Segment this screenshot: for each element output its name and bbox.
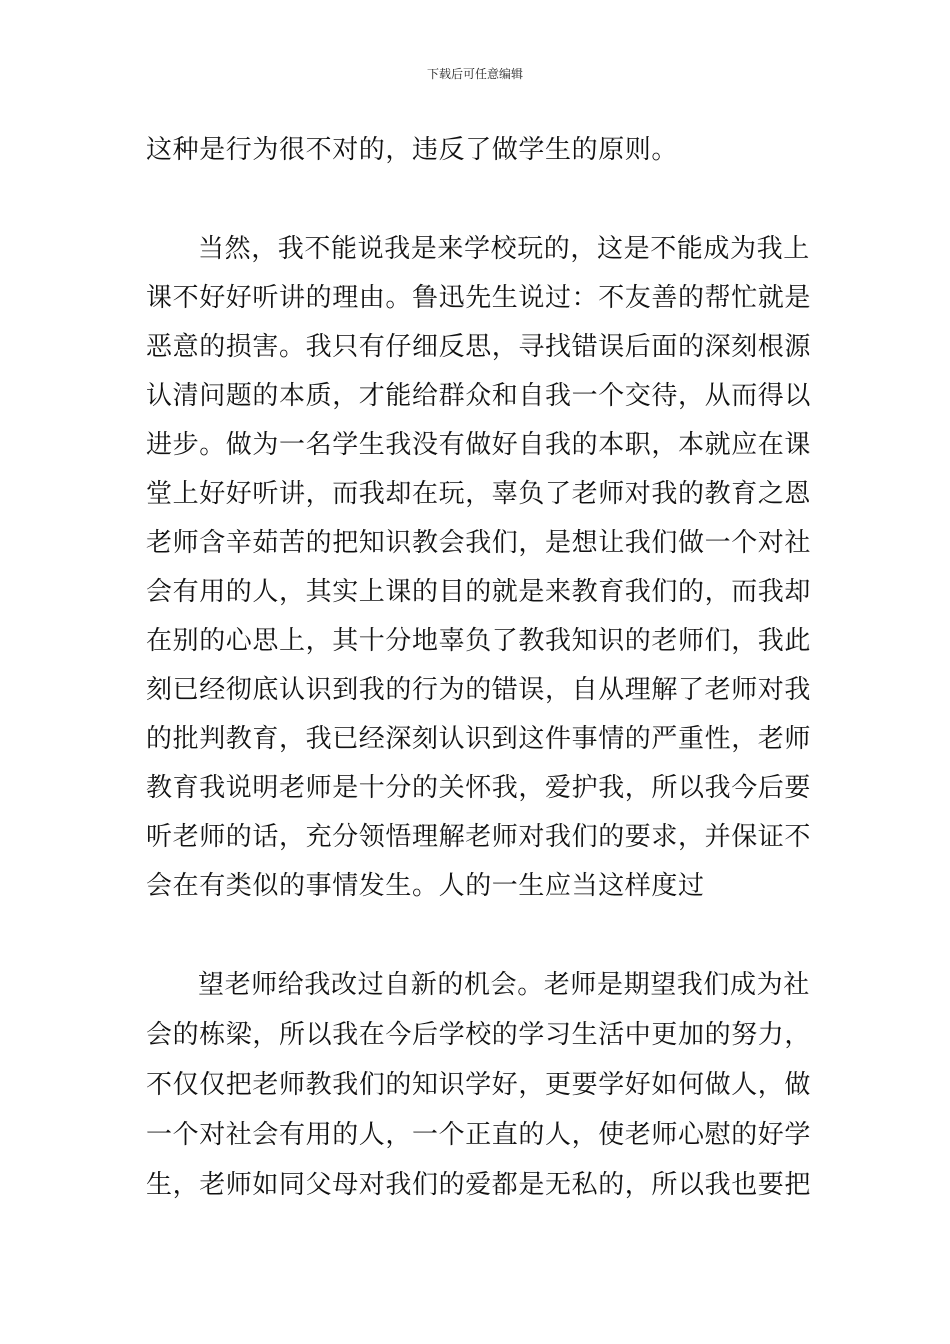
paragraph-2-line-5: 进步。做为一名学生我没有做好自我的本职，本就应在课 — [146, 430, 812, 460]
paragraph-3-line-3: 不仅仅把老师教我们的知识学好，更要学好如何做人，做 — [146, 1070, 812, 1100]
paragraph-2-line-9: 在别的心思上，其十分地辜负了教我知识的老师们，我此 — [146, 626, 812, 656]
paragraph-2-line-12: 教育我说明老师是十分的关怀我，爱护我，所以我今后要 — [146, 773, 812, 803]
paragraph-2-line-11: 的批判教育，我已经深刻认识到这件事情的严重性，老师 — [146, 724, 812, 754]
paragraph-3-line-4: 一个对社会有用的人，一个正直的人，使老师心慰的好学 — [146, 1120, 812, 1150]
paragraph-3-line-2: 会的栋梁，所以我在今后学校的学习生活中更加的努力， — [146, 1020, 812, 1050]
paragraph-2-line-10: 刻已经彻底认识到我的行为的错误，自从理解了老师对我 — [146, 675, 812, 705]
paragraph-2-line-7: 老师含辛茹苦的把知识教会我们，是想让我们做一个对社 — [146, 528, 812, 558]
paragraph-1-line-1: 这种是行为很不对的，违反了做学生的原则。 — [146, 135, 679, 165]
paragraph-2-line-4: 认清问题的本质，才能给群众和自我一个交待，从而得以 — [146, 381, 812, 411]
paragraph-2-line-13: 听老师的话，充分领悟理解老师对我们的要求，并保证不 — [146, 822, 812, 852]
paragraph-2-line-14: 会在有类似的事情发生。人的一生应当这样度过 — [146, 871, 705, 901]
paragraph-3-line-5: 生，老师如同父母对我们的爱都是无私的，所以我也要把 — [146, 1170, 812, 1200]
paragraph-3-line-1: 望老师给我改过自新的机会。老师是期望我们成为社 — [198, 970, 810, 1000]
paragraph-2-line-8: 会有用的人，其实上课的目的就是来教育我们的，而我却 — [146, 577, 812, 607]
paragraph-2-line-2: 课不好好听讲的理由。鲁迅先生说过：不友善的帮忙就是 — [146, 283, 812, 313]
paragraph-2-line-6: 堂上好好听讲，而我却在玩，辜负了老师对我的教育之恩 — [146, 479, 812, 509]
page-header: 下载后可任意编辑 — [426, 67, 523, 81]
paragraph-2-line-1: 当然，我不能说我是来学校玩的，这是不能成为我上 — [198, 234, 810, 264]
paragraph-2-line-3: 恶意的损害。我只有仔细反思，寻找错误后面的深刻根源 — [146, 332, 812, 362]
